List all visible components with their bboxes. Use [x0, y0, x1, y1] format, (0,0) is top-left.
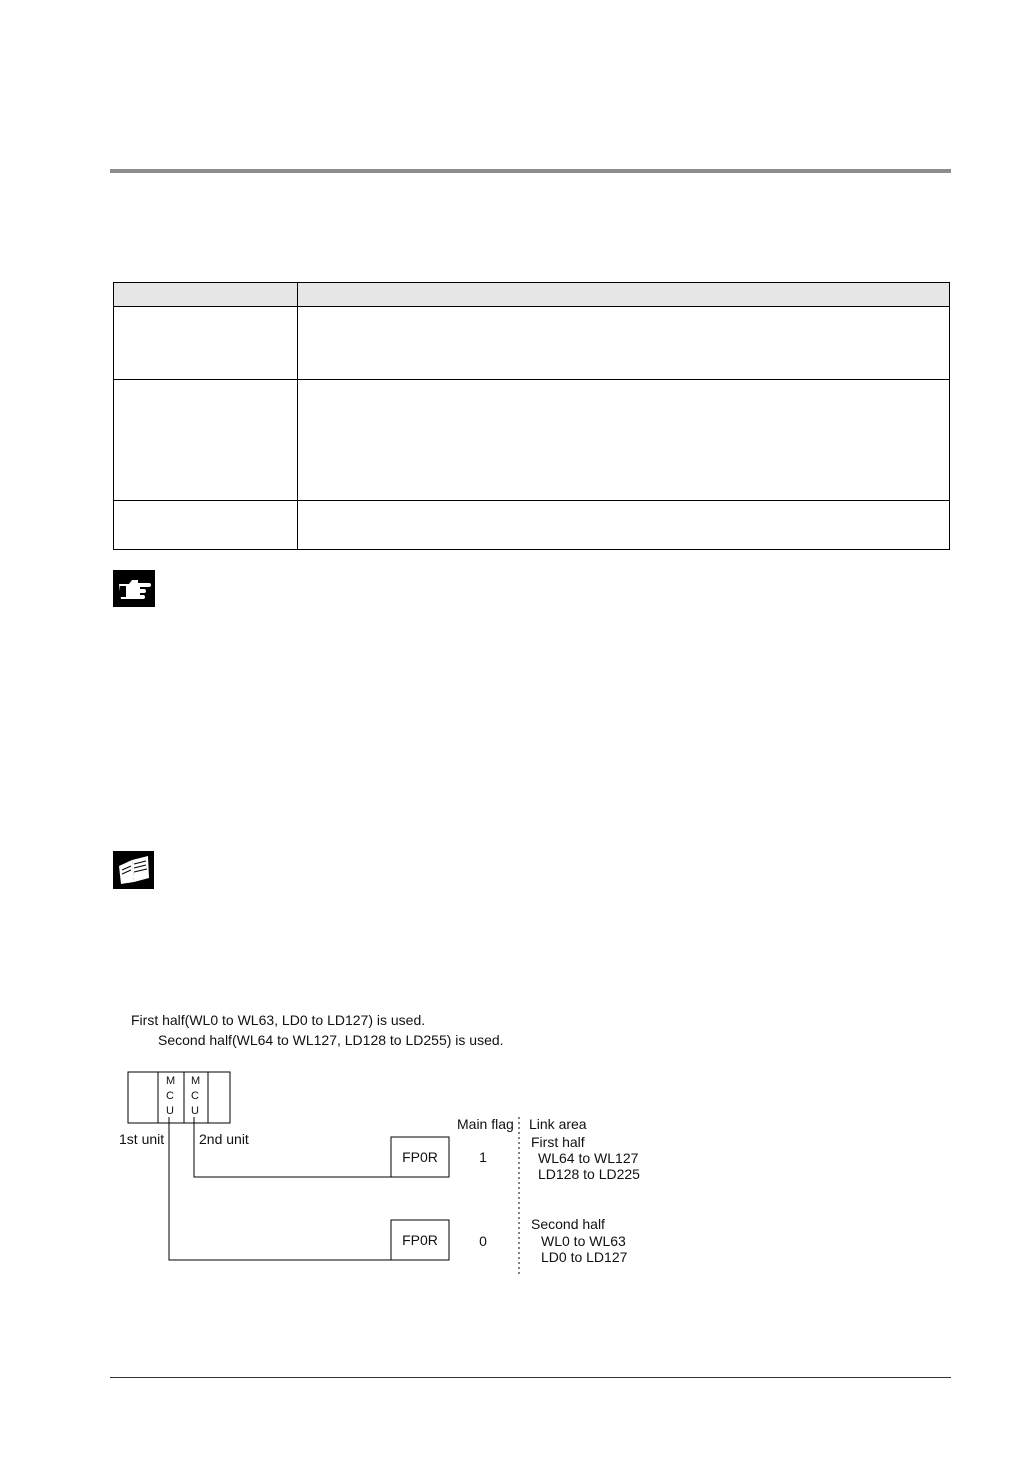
unit1-label: 1st unit — [119, 1131, 165, 1147]
table-row — [114, 501, 950, 550]
area-line-2b: LD0 to LD127 — [541, 1249, 628, 1265]
svg-text:M: M — [166, 1075, 176, 1087]
svg-text:M: M — [191, 1075, 201, 1087]
table-cell — [114, 501, 298, 550]
footer-rule — [110, 1377, 951, 1378]
area-title-2: Second half — [531, 1216, 605, 1232]
main-flag-value-2: 0 — [479, 1233, 487, 1249]
unit2-label: 2nd unit — [199, 1131, 249, 1147]
area-title-1: First half — [531, 1134, 585, 1150]
table-cell — [298, 380, 950, 501]
first-half-note: First half(WL0 to WL63, LD0 to LD127) is used. — [131, 1012, 426, 1028]
svg-text:U: U — [191, 1105, 199, 1117]
fp0r-device-2 — [391, 1220, 449, 1260]
fp0r-device-1 — [391, 1137, 449, 1177]
table-cell — [298, 501, 950, 550]
table-header-cell — [114, 283, 298, 307]
link-area-header: Link area — [529, 1116, 587, 1132]
link-line-2nd — [194, 1117, 391, 1177]
settings-table — [113, 282, 950, 550]
main-flag-header: Main flag — [457, 1116, 514, 1132]
table-cell — [298, 307, 950, 380]
table-cell — [114, 380, 298, 501]
mcu-unit-1 — [166, 1075, 175, 1117]
plc-rack — [128, 1072, 230, 1123]
svg-text:FP0R: FP0R — [402, 1149, 438, 1165]
table-row — [114, 307, 950, 380]
table-header-cell — [298, 283, 950, 307]
area-line-1b: LD128 to LD225 — [538, 1166, 640, 1182]
link-area-diagram — [110, 1005, 670, 1295]
svg-text:U: U — [166, 1105, 174, 1117]
area-line-2a: WL0 to WL63 — [541, 1233, 626, 1249]
table-row — [114, 380, 950, 501]
svg-text:C: C — [166, 1090, 174, 1102]
mcu-unit-2 — [191, 1075, 200, 1117]
second-half-note: Second half(WL64 to WL127, LD128 to LD255) is used. — [158, 1032, 504, 1048]
open-book-icon — [113, 851, 154, 889]
table-cell — [114, 307, 298, 380]
main-flag-value-1: 1 — [479, 1149, 487, 1165]
area-line-1a: WL64 to WL127 — [538, 1150, 639, 1166]
pointing-hand-icon — [113, 570, 155, 607]
header-rule — [110, 169, 951, 173]
svg-text:C: C — [191, 1090, 199, 1102]
svg-text:FP0R: FP0R — [402, 1232, 438, 1248]
table-header-row — [114, 283, 950, 307]
